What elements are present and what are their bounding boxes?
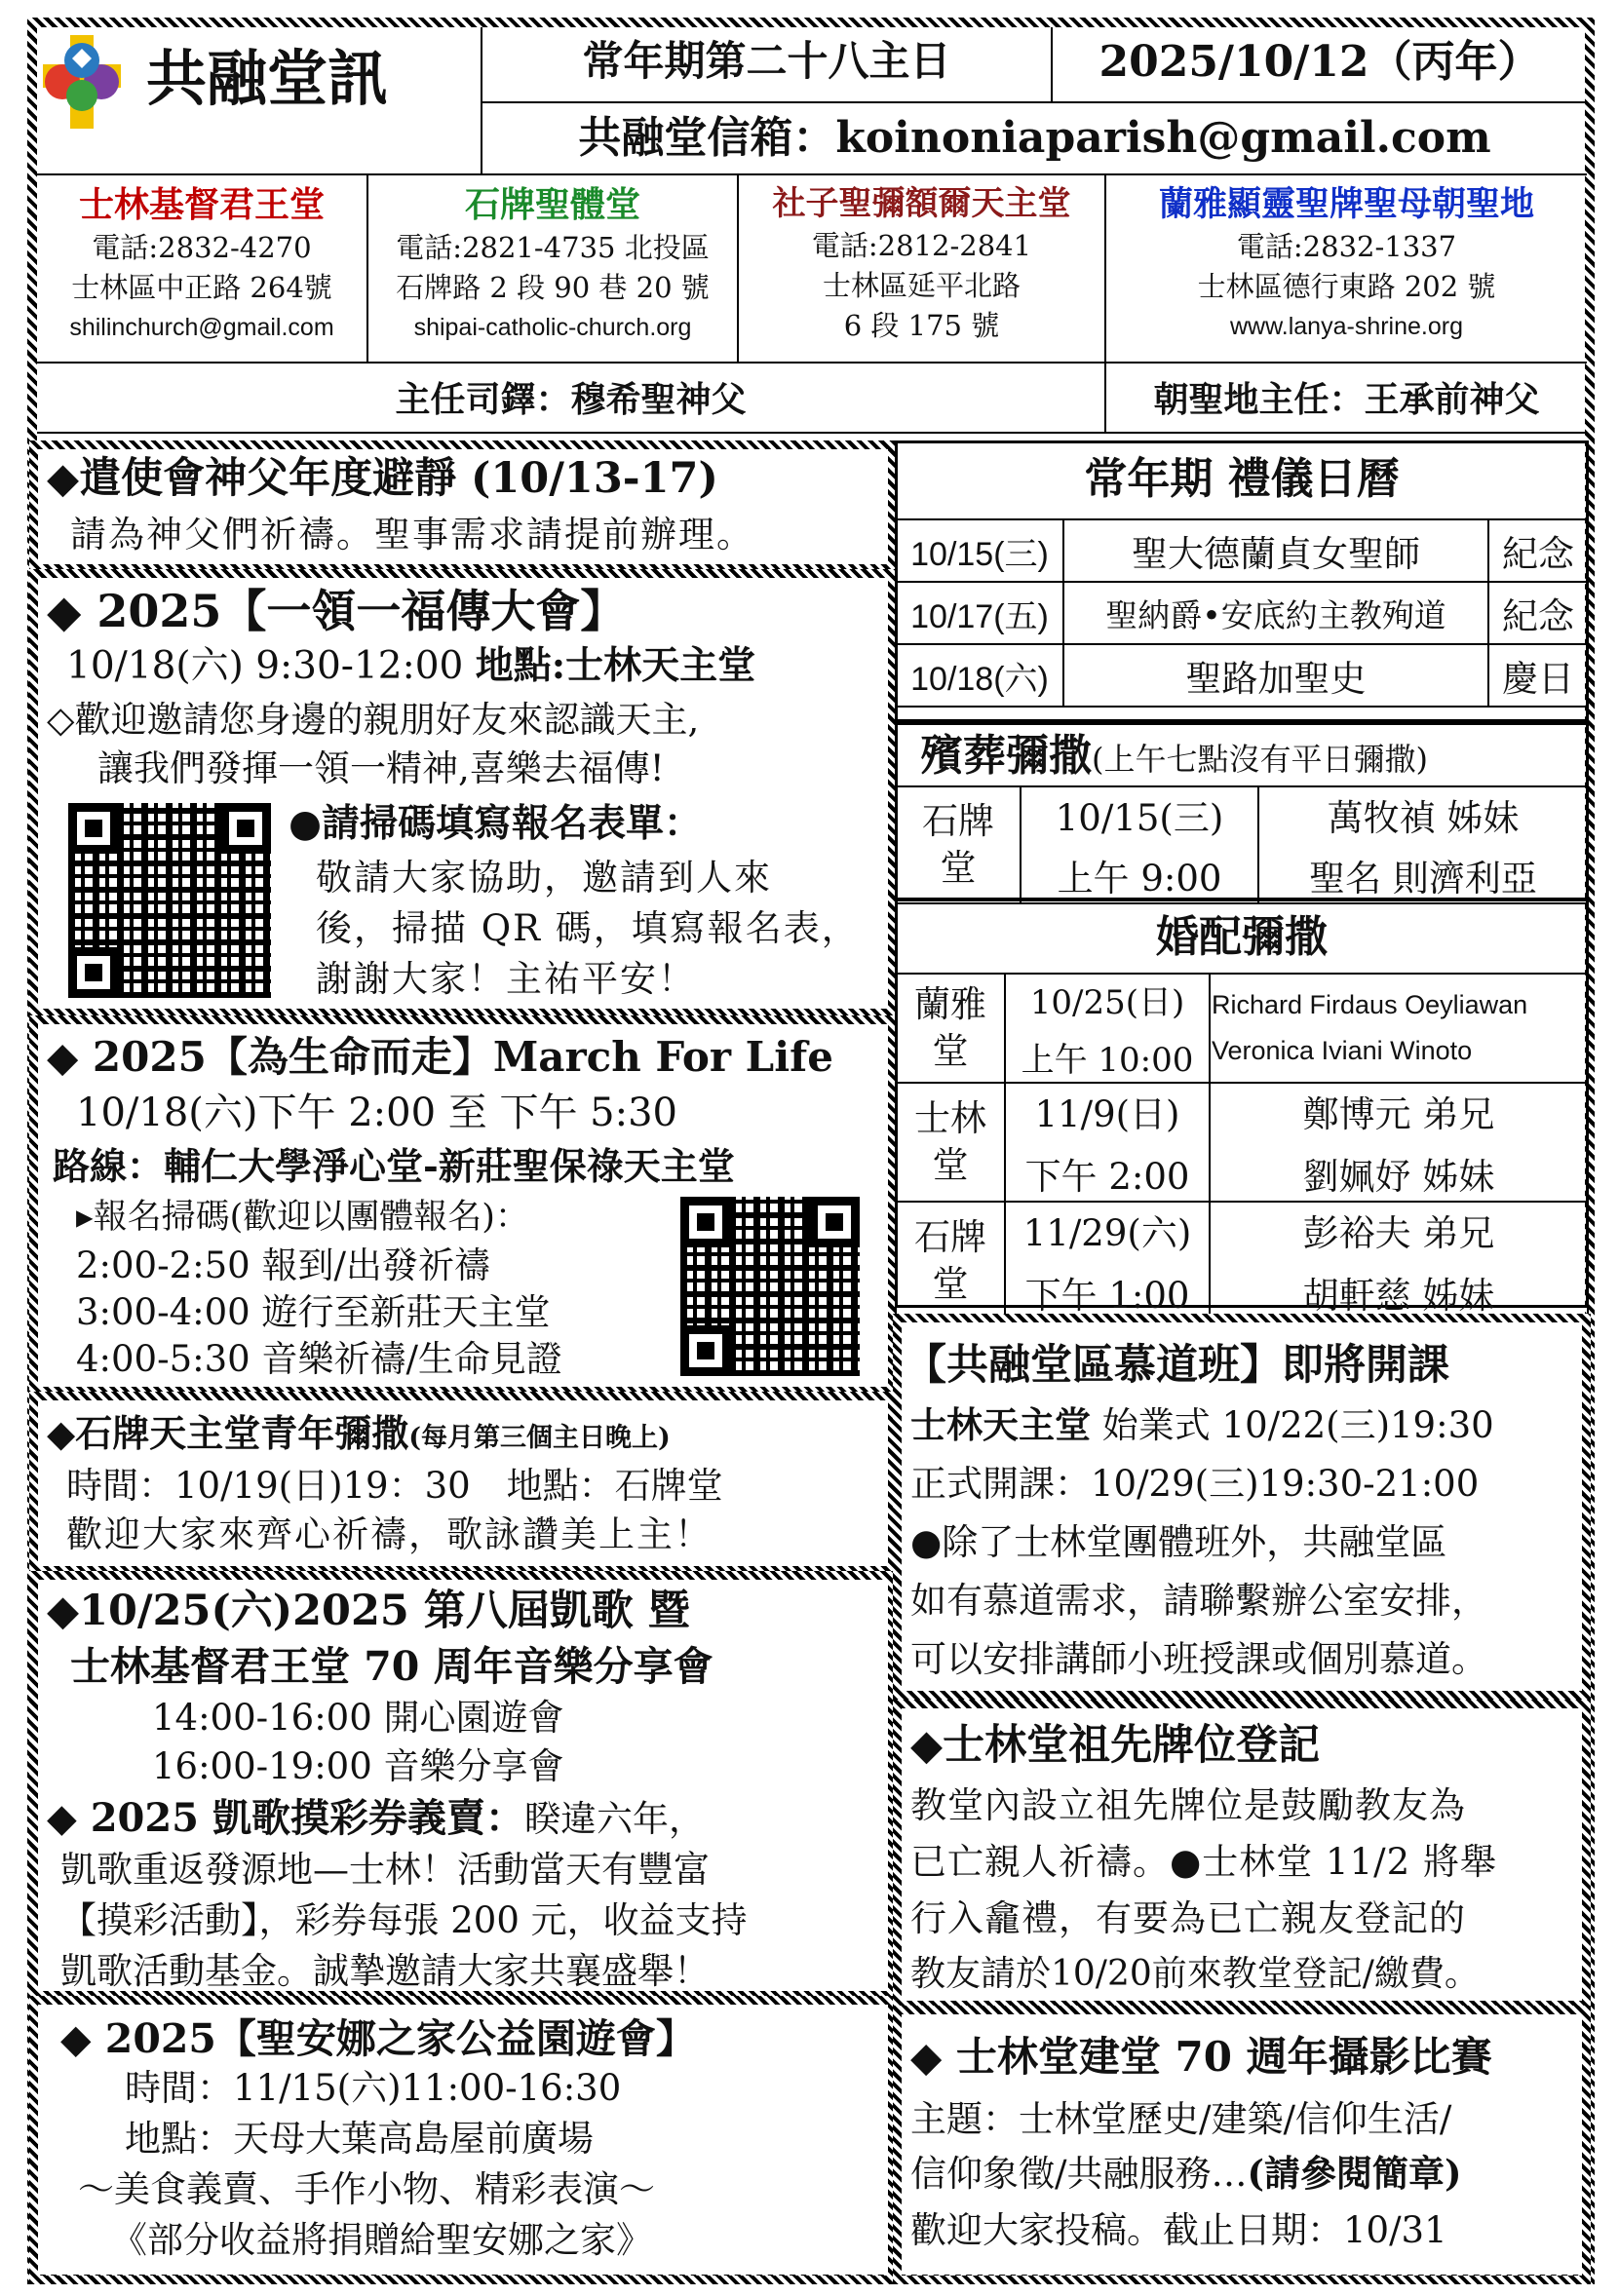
anna-title: ◆ 2025【聖安娜之家公益園遊會】	[60, 2015, 696, 2062]
catechism-line-3: ●除了士林堂團體班外，共融堂區	[910, 1521, 1447, 1563]
church-phone: 電話:2832-1337	[1236, 230, 1457, 263]
evangel-time-line	[66, 643, 756, 688]
photo-line-2	[910, 2152, 1462, 2195]
table-row	[896, 582, 1588, 644]
wedding-church: 蘭雅堂	[914, 982, 986, 1072]
liturgy-rank: 慶日	[1502, 658, 1574, 700]
anna-desc: ～美食義賣、手作小物、精彩表演～	[78, 2168, 655, 2210]
funeral-note: (上午七點沒有平日彌撒)	[1092, 741, 1428, 778]
lottery-lead: 睽違六年，	[523, 1798, 705, 1840]
wedding-church: 士林堂	[914, 1096, 986, 1186]
wedding-table	[895, 973, 1589, 1321]
liturgy-date: 10/15(三)	[910, 535, 1049, 573]
table-row	[896, 1083, 1588, 1202]
church-shilin	[37, 184, 366, 341]
liturgy-feast: 聖大德蘭貞女聖師	[1132, 533, 1420, 575]
evangel-time: 10/18(六) 9:30-12:00	[66, 644, 476, 688]
youth-time: 時間：10/19(日)19：30 地點：石牌堂	[66, 1465, 723, 1507]
parish-mailbox[interactable]: 共融堂信箱：koinoniaparish@gmail.com	[578, 113, 1491, 163]
pastor: 主任司鐸：穆希聖神父	[395, 379, 747, 420]
church-website[interactable]: www.lanya-shrine.org	[1230, 313, 1463, 340]
parish-logo	[37, 27, 127, 134]
header	[37, 27, 1587, 173]
church-address-2: 6 段 175 號	[843, 309, 1000, 342]
newsletter-title: 共融堂訊	[146, 43, 389, 114]
funeral-date: 10/15(三)	[1055, 797, 1224, 839]
youth-title: ◆石牌天主堂青年彌撒	[47, 1411, 409, 1455]
wedding-time: 上午 10:00	[1021, 1041, 1194, 1080]
march-qr-code[interactable]	[680, 1197, 860, 1376]
funeral-title: 殯葬彌撒	[920, 731, 1092, 781]
wedding-date: 11/9(日)	[1034, 1093, 1180, 1135]
march-step-3: 4:00-5:30 音樂祈禱/生命見證	[76, 1338, 562, 1380]
church-name: 石牌聖體堂	[464, 184, 640, 225]
church-shipai	[368, 184, 737, 341]
anna-time: 時間：11/15(六)11:00-16:30	[125, 2067, 622, 2109]
church-name: 蘭雅顯靈聖牌聖母朝聖地	[1158, 184, 1534, 224]
issue-date: 2025/10/12（丙年）	[1099, 37, 1541, 87]
ancestor-line-4: 教友請於10/20前來教堂登記/繳費。	[910, 1954, 1480, 1994]
evangel-scan-1: 敬請大家協助，邀請到人來	[316, 857, 772, 899]
funeral-church: 石牌堂	[922, 799, 994, 889]
wedding-bride: 胡軒慈 姊妹	[1302, 1275, 1495, 1317]
concert-sched-2: 16:00-19:00 音樂分享會	[152, 1745, 564, 1787]
photo-line-3: 歡迎大家投稿。截止日期：10/31	[910, 2209, 1447, 2251]
liturgy-date: 10/18(六)	[910, 660, 1049, 698]
catechism-title: 【共融堂區慕道班】即將開課	[905, 1341, 1449, 1390]
liturgy-feast: 聖納爵•安底約主教殉道	[1105, 595, 1446, 634]
evangel-qr-code[interactable]	[68, 803, 271, 998]
concert-title-1: ◆10/25(六)2025 第八屆凱歌 暨	[47, 1587, 690, 1635]
ancestor-line-3: 行入龕禮，有要為已亡親友登記的	[910, 1897, 1466, 1939]
wedding-time: 下午 2:00	[1024, 1156, 1190, 1198]
wedding-groom: 彭裕夫 弟兄	[1302, 1212, 1495, 1254]
photo-line-1: 主題：士林堂歷史/建築/信仰生活/	[910, 2098, 1452, 2140]
evangel-place: 地點:士林天主堂	[475, 643, 756, 688]
wedding-church: 石牌堂	[914, 1215, 986, 1305]
liturgy-rank: 紀念	[1502, 595, 1574, 637]
evangel-line-1: ◇歡迎邀請您身邊的親朋好友來認識天主,	[47, 699, 700, 741]
funeral-name: 萬牧禎 姊妹	[1327, 797, 1520, 839]
wedding-date: 11/29(六)	[1022, 1212, 1192, 1254]
catechism-line-5: 可以安排講師小班授課或個別慕道。	[910, 1638, 1487, 1680]
church-phone: 電話:2812-2841	[811, 229, 1032, 262]
march-time: 10/18(六)下午 2:00 至 下午 5:30	[76, 1091, 677, 1135]
youth-text: 歡迎大家來齊心祈禱，歌詠讚美上主！	[66, 1513, 713, 1555]
church-address: 石牌路 2 段 90 巷 20 號	[396, 271, 710, 304]
church-email[interactable]: shilinchurch@gmail.com	[69, 314, 334, 341]
church-address: 士林區德行東路 202 號	[1197, 270, 1496, 303]
shrine-director: 朝聖地主任：王承前神父	[1153, 379, 1540, 420]
funeral-saint-name: 聖名 則濟利亞	[1309, 858, 1537, 899]
concert-sched-1: 14:00-16:00 開心園遊會	[152, 1697, 564, 1739]
funeral-title-line	[920, 731, 1428, 781]
catechism-line-1	[910, 1403, 1494, 1446]
church-lanya	[1106, 184, 1587, 340]
funeral-time: 上午 9:00	[1057, 858, 1222, 899]
church-name: 士林基督君王堂	[78, 184, 325, 225]
church-phone: 電話:2821-4735 北投區	[396, 231, 710, 264]
table-row	[896, 786, 1588, 903]
youth-title-line	[47, 1411, 671, 1455]
wedding-date: 10/25(日)	[1029, 983, 1185, 1022]
liturgy-date: 10/17(五)	[910, 597, 1049, 635]
march-route: 路線：輔仁大學淨心堂-新莊聖保祿天主堂	[53, 1144, 735, 1188]
concert-title-2: 士林基督君王堂 70 周年音樂分享會	[70, 1643, 713, 1690]
church-shezi	[739, 184, 1104, 342]
youth-note: (每月第三個主日晚上)	[408, 1423, 671, 1453]
church-phone: 電話:2832-4270	[92, 231, 312, 264]
church-address: 士林區延平北路	[822, 269, 1021, 302]
ancestor-title: ◆士林堂祖先牌位登記	[910, 1721, 1321, 1770]
anna-note: 《部分收益將捐贈給聖安娜之家》	[111, 2219, 652, 2261]
table-row	[896, 519, 1588, 582]
wedding-groom: 鄭博元 弟兄	[1302, 1093, 1495, 1135]
evangel-title: ◆ 2025【一領一福傳大會】	[47, 585, 626, 637]
liturgy-table	[895, 518, 1589, 708]
liturgy-feast: 聖路加聖史	[1185, 658, 1367, 700]
sunday-label: 常年期第二十八主日	[582, 37, 951, 85]
catechism-line-2: 正式開課：10/29(三)19:30-21:00	[910, 1463, 1480, 1505]
church-website[interactable]: shipai-catholic-church.org	[413, 314, 692, 341]
liturgy-rank: 紀念	[1502, 533, 1574, 575]
liturgy-title: 常年期 禮儀日曆	[1084, 454, 1400, 504]
wedding-time: 下午 1:00	[1024, 1275, 1190, 1317]
evangel-scan-2: 後，掃描 QR 碼，填寫報名表，	[316, 907, 860, 949]
lottery-text-1: 凱歌重返發源地—士林！活動當天有豐富	[60, 1849, 710, 1891]
march-title: ◆ 2025【為生命而走】March For Life	[47, 1033, 833, 1081]
march-signup: ▸報名掃碼(歡迎以團體報名)：	[76, 1198, 529, 1237]
wedding-bride: 劉姵妤 姊妹	[1302, 1156, 1495, 1198]
photo-title: ◆ 士林堂建堂 70 週年攝影比賽	[910, 2033, 1492, 2081]
retreat-title: ◆遣使會神父年度避靜 (10/13-17)	[47, 454, 718, 503]
lottery-title: ◆ 2025 凱歌摸彩券義賣：	[47, 1795, 524, 1841]
church-address: 士林區中正路 264號	[71, 271, 332, 304]
ancestor-line-2: 已亡親人祈禱。●士林堂 11/2 將舉	[910, 1841, 1497, 1883]
church-name: 社子聖彌額爾天主堂	[772, 184, 1071, 223]
catechism-church: 士林天主堂	[910, 1403, 1091, 1446]
photo-themes: 信仰象徵/共融服務…	[910, 2153, 1248, 2195]
lottery-line	[47, 1795, 705, 1841]
photo-see-rules: (請參閱簡章)	[1247, 2152, 1462, 2195]
wedding-bride: Veronica Iviani Winoto	[1212, 1036, 1473, 1065]
lottery-text-3: 凱歌活動基金。誠摯邀請大家共襄盛舉！	[60, 1950, 710, 1992]
catechism-line-4: 如有慕道需求，請聯繫辦公室安排，	[910, 1580, 1487, 1622]
wedding-title: 婚配彌撒	[1156, 912, 1328, 962]
table-row	[896, 1202, 1588, 1320]
march-step-1: 2:00-2:50 報到/出發祈禱	[76, 1244, 490, 1286]
anna-place: 地點：天母大葉高島屋前廣場	[125, 2118, 594, 2160]
retreat-text: 請為神父們祈禱。聖事需求請提前辦理。	[70, 514, 754, 555]
funeral-table	[895, 785, 1589, 904]
march-step-2: 3:00-4:00 遊行至新莊天主堂	[76, 1291, 551, 1333]
evangel-scan-3: 謝謝大家！主祐平安！	[316, 958, 696, 1000]
lottery-text-2: 【摸彩活動】，彩券每張 200 元，收益支持	[60, 1899, 748, 1941]
table-row	[896, 974, 1588, 1083]
wedding-groom: Richard Firdaus Oeyliawan	[1212, 990, 1528, 1019]
table-row	[896, 644, 1588, 707]
ancestor-line-1: 教堂內設立祖先牌位是鼓勵教友為	[910, 1784, 1466, 1826]
evangel-line-2: 讓我們發揮一領一精神,喜樂去福傳!	[97, 747, 665, 789]
catechism-opening: 始業式 10/22(三)19:30	[1091, 1404, 1494, 1446]
evangel-scan: ●請掃碼填寫報名表單：	[289, 801, 703, 846]
